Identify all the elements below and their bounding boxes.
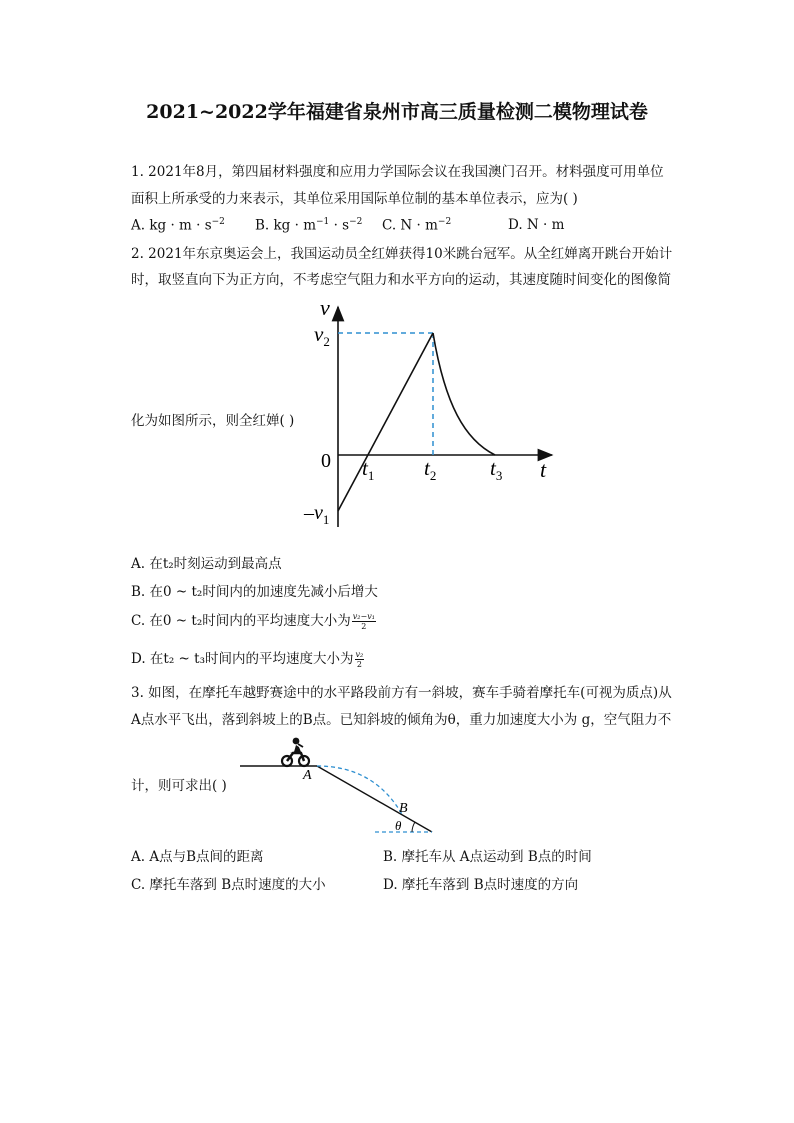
q2-stem-line1: 2. 2021年东京奥运会上，我国运动员全红婵获得10米跳台冠军。从全红婵离开跳台开始计 <box>131 246 673 262</box>
q2-option-a: A. 在t₂时刻运动到最高点 <box>131 556 282 572</box>
vt-x-label: t <box>540 457 547 482</box>
q1-stem-line1: 1. 2021年8月，第四届材料强度和应用力学国际会议在我国澳门召开。材料强度可用单位 <box>131 164 664 180</box>
q2-stem-line2: 时，取竖直向下为正方向，不考虑空气阻力和水平方向的运动，其速度随时间变化的图像简 <box>131 272 671 288</box>
vt-v2-label: $v_2$ <box>314 322 330 349</box>
label-A: A <box>303 768 312 783</box>
label-theta: θ <box>395 818 402 833</box>
q2-option-c: C. 在0 ~ t₂时间内的平均速度大小为 $\frac{\text{v₂−v₁}}{2}$ <box>131 612 375 631</box>
q1-option-d: D. N · m <box>508 217 565 233</box>
vt-t3-label: $t_3$ <box>490 456 503 483</box>
vt-origin-label: 0 <box>321 450 331 472</box>
q2-option-c-fraction: $\frac{\text{v₂−v₁}}{2}$ <box>352 612 375 631</box>
q3-stem-line3: 计，则可求出( ) <box>131 778 227 794</box>
slope-figure <box>235 733 440 838</box>
q1-option-c: C. $N \cdot m^{-2}$ <box>382 217 452 234</box>
angle-arc <box>412 822 415 832</box>
page-title: 2021~2022学年福建省泉州市高三质量检测二模物理试卷 <box>146 101 648 123</box>
q3-option-c: C. 摩托车落到 B点时速度的大小 <box>131 877 326 893</box>
q2-option-d-fraction: $\frac{\text{v₂}}{2}$ <box>355 650 364 669</box>
vt-t2-label: $t_2$ <box>424 456 437 483</box>
vt-graph <box>290 295 570 535</box>
q3-stem-line1: 3. 如图，在摩托车越野赛途中的水平路段前方有一斜坡，赛车手骑着摩托车(可视为质点)从 <box>131 685 672 701</box>
q1-option-a: A. kg · $m \cdot s^{-2}$ <box>131 217 225 234</box>
q3-option-a: A. A点与B点间的距离 <box>131 849 264 865</box>
vt-y-label: v <box>320 295 330 320</box>
motorcycle-icon <box>282 738 309 766</box>
vt-v1-label: $-v_1$ <box>304 502 330 527</box>
label-B: B <box>399 801 408 816</box>
q1-option-b: B. kg · $m^{-1} \cdot s^{-2}$ <box>255 217 363 234</box>
q2-stem-line3: 化为如图所示，则全红婵( ) <box>131 413 295 429</box>
q3-stem-line2: A点水平飞出，落到斜坡上的B点。已知斜坡的倾角为θ，重力加速度大小为 g，空气阻力不 <box>131 712 672 728</box>
q3-option-b: B. 摩托车从 A点运动到 B点的时间 <box>383 849 592 865</box>
vt-t1-label: $t_1$ <box>362 456 375 483</box>
q1-stem-line2: 面积上所承受的力来表示，其单位采用国际单位制的基本单位表示，应为( ) <box>131 191 578 207</box>
q3-option-d: D. 摩托车落到 B点时速度的方向 <box>383 877 579 893</box>
vt-line-segment <box>338 333 433 511</box>
vt-curve-segment <box>433 333 495 455</box>
q2-option-d: D. 在t₂ ~ t₃时间内的平均速度大小为 $\frac{\text{v₂}}{2}$ <box>131 650 364 669</box>
q2-option-b: B. 在0 ~ t₂时间内的加速度先减小后增大 <box>131 584 378 600</box>
